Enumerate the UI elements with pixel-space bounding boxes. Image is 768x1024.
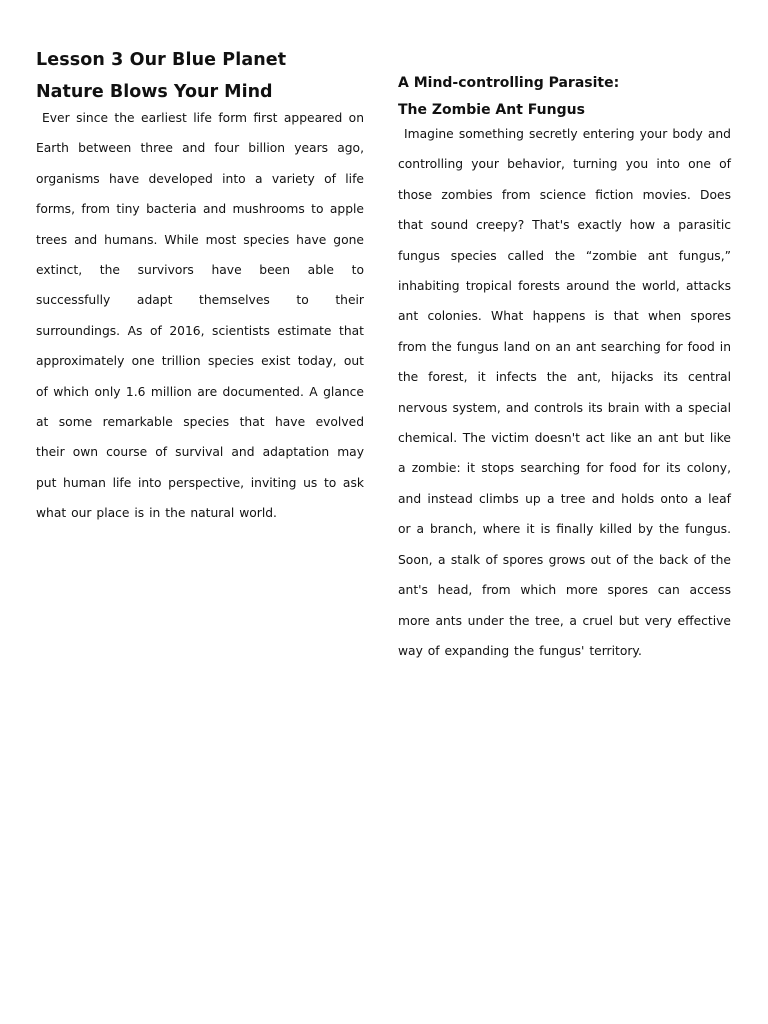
article-paragraph: Imagine something secretly entering your body and controlling your behavior, turning you into one of those zombies from science fiction movies. Does that sound creepy? That's exactly how a parasitic fungus species called the “zombie ant fungus,” inhabiting tropical forests around the world, attacks ant colonies. What happens is that when spores from the fungus land on an ant searching for food in the forest, it infects the ant, hijacks its central nervous system, and controls its brain with a special chemical. The victim doesn't act like an ant but like a zombie: it stops searching for food for its colony, and instead climbs up a tree and holds onto a leaf or a branch, where it is finally killed by the fungus. Soon, a stalk of spores grows out of the back of the ant's head, from which more spores can access more ants under the tree, a cruel but very effective way of expanding the fungus' territory.	[398, 127, 731, 658]
lesson-title: Lesson 3 Our Blue Planet	[36, 50, 287, 70]
section-title: Nature Blows Your Mind	[36, 82, 273, 102]
intro-paragraph: Ever since the earliest life form first appeared on Earth between three and four billion years ago, organisms have developed into a variety of life forms, from tiny bacteria and mushrooms to apple trees and humans. While most species have gone extinct, the survivors have been able to successfully adapt themselves to their surroundings. As of 2016, scientists estimate that approximately one trillion species exist today, out of which only 1.6 million are documented. A glance at some remarkable species that have evolved their own course of survival and adaptation may put human life into perspective, inviting us to ask what our place is in the natural world.	[36, 111, 364, 521]
article-title: A Mind-controlling Parasite:	[398, 75, 620, 91]
right-column	[398, 72, 731, 666]
left-column	[36, 46, 364, 529]
article-subtitle: The Zombie Ant Fungus	[398, 102, 585, 118]
